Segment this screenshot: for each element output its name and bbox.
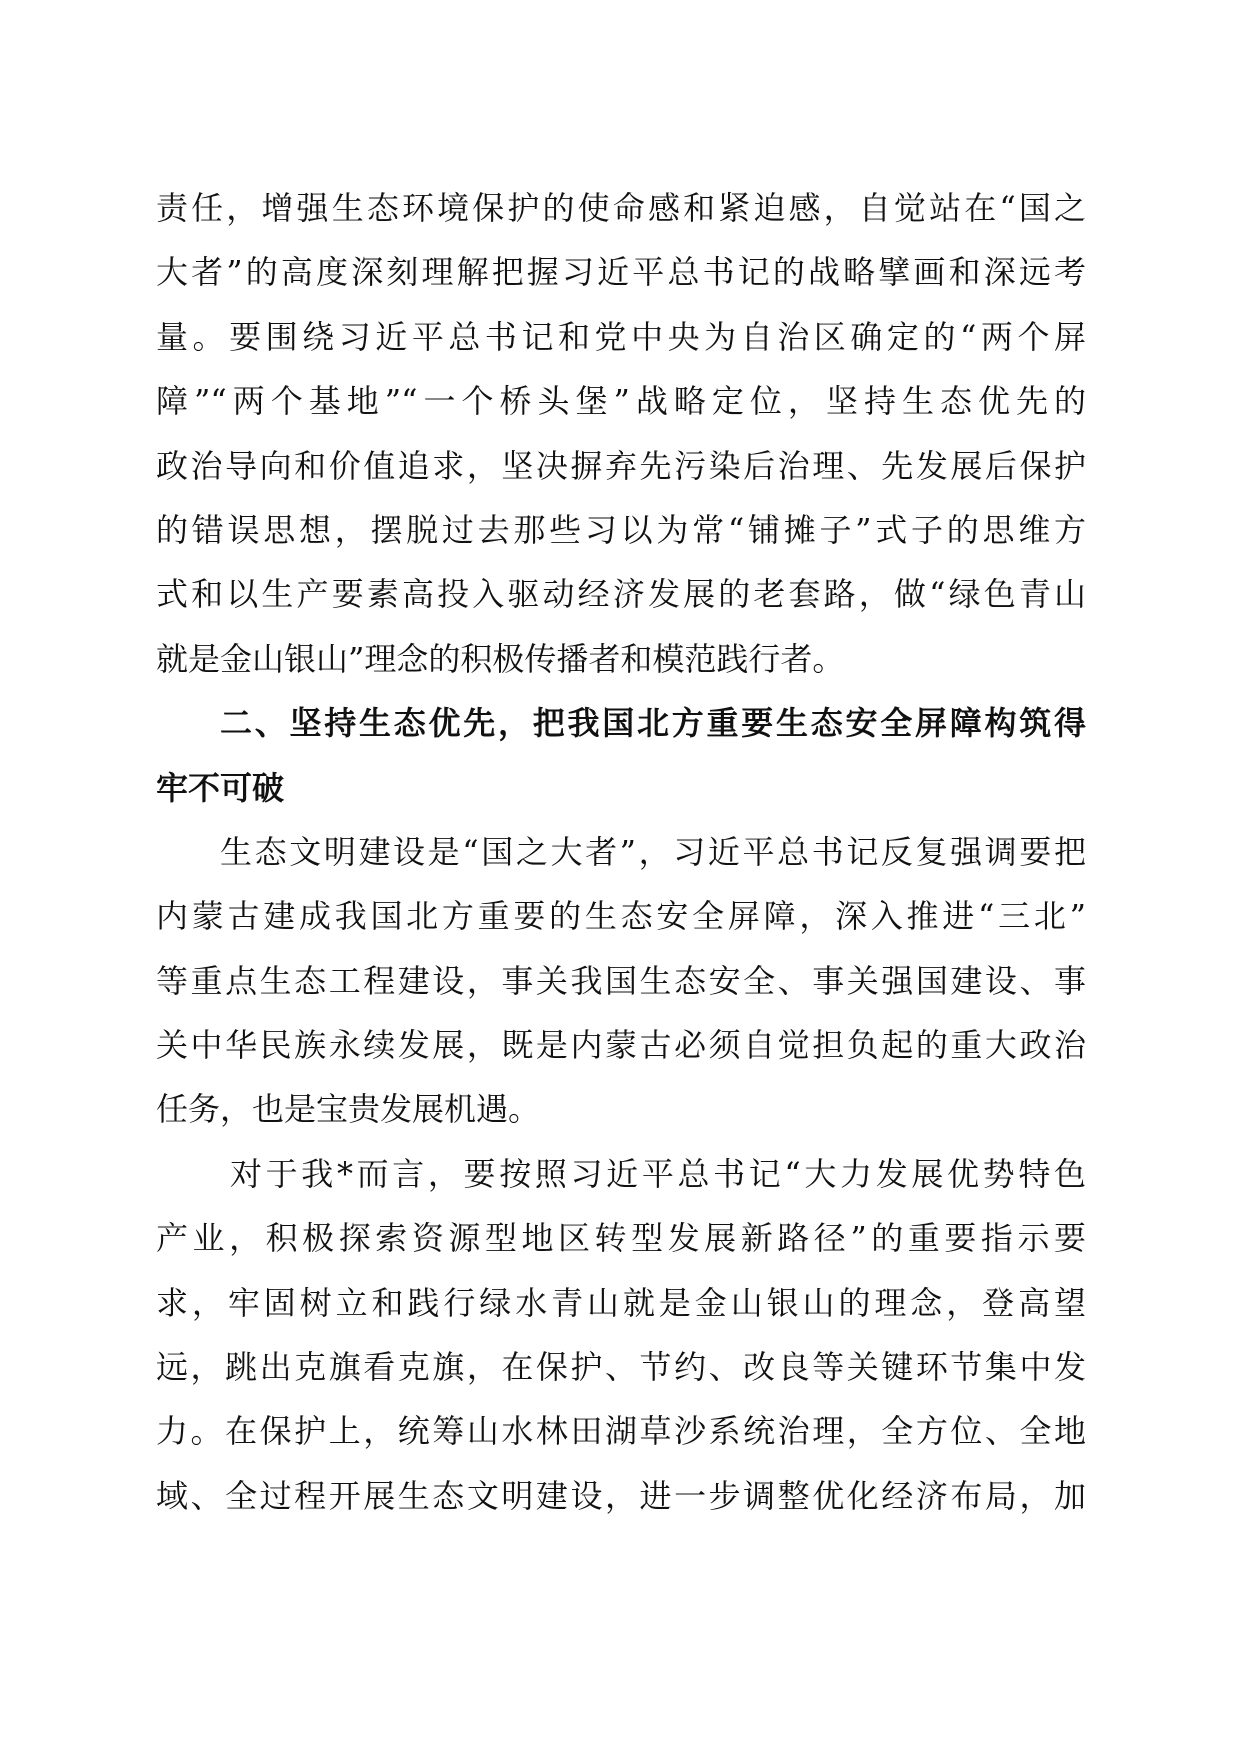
heading-line: 二、坚持生态优先，把我国北方重要生态安全屏障构筑得	[220, 704, 1086, 743]
text-line: 障”“两个基地”“一个桥头堡”战略定位，坚持生态优先的	[156, 382, 1086, 421]
text-line: 的错误思想，摆脱过去那些习以为常“铺摊子”式子的思维方	[156, 510, 1086, 549]
paragraph-2	[156, 830, 1086, 1152]
text-line: 就是金山银山”理念的积极传播者和模范践行者。	[156, 639, 845, 678]
document-body	[156, 186, 1086, 1538]
text-line: 关中华民族永续发展，既是内蒙古必须自觉担负起的重大政治	[156, 1026, 1086, 1065]
text-line: 生态文明建设是“国之大者”，习近平总书记反复强调要把	[220, 832, 1086, 871]
section-heading-2	[156, 701, 1086, 830]
text-line: 式和以生产要素高投入驱动经济发展的老套路，做“绿色青山	[156, 575, 1086, 614]
text-line: 远，跳出克旗看克旗，在保护、节约、改良等关键环节集中发	[156, 1348, 1086, 1387]
heading-line: 牢不可破	[156, 768, 285, 807]
text-line: 大者”的高度深刻理解把握习近平总书记的战略擘画和深远考	[156, 253, 1086, 292]
text-line: 域、全过程开展生态文明建设，进一步调整优化经济布局，加	[156, 1476, 1086, 1515]
paragraph-3	[156, 1152, 1086, 1538]
text-line: 求，牢固树立和践行绿水青山就是金山银山的理念，登高望	[156, 1283, 1086, 1322]
text-line: 量。要围绕习近平总书记和党中央为自治区确定的“两个屏	[156, 317, 1086, 356]
text-line: 等重点生态工程建设，事关我国生态安全、事关强国建设、事	[156, 961, 1086, 1000]
text-line: 力。在保护上，统筹山水林田湖草沙系统治理，全方位、全地	[156, 1412, 1086, 1451]
text-line: 责任，增强生态环境保护的使命感和紧迫感，自觉站在“国之	[156, 189, 1086, 227]
text-line: 政治导向和价值追求，坚决摒弃先污染后治理、先发展后保护	[156, 446, 1086, 485]
paragraph-1	[156, 186, 1086, 701]
text-line: 内蒙古建成我国北方重要的生态安全屏障，深入推进“三北”	[156, 897, 1086, 936]
text-line: 产业，积极探索资源型地区转型发展新路径”的重要指示要	[156, 1219, 1086, 1258]
text-line: 任务，也是宝贵发展机遇。	[156, 1090, 541, 1129]
text-line: 对于我*而言，要按照习近平总书记“大力发展优势特色	[230, 1154, 1086, 1193]
